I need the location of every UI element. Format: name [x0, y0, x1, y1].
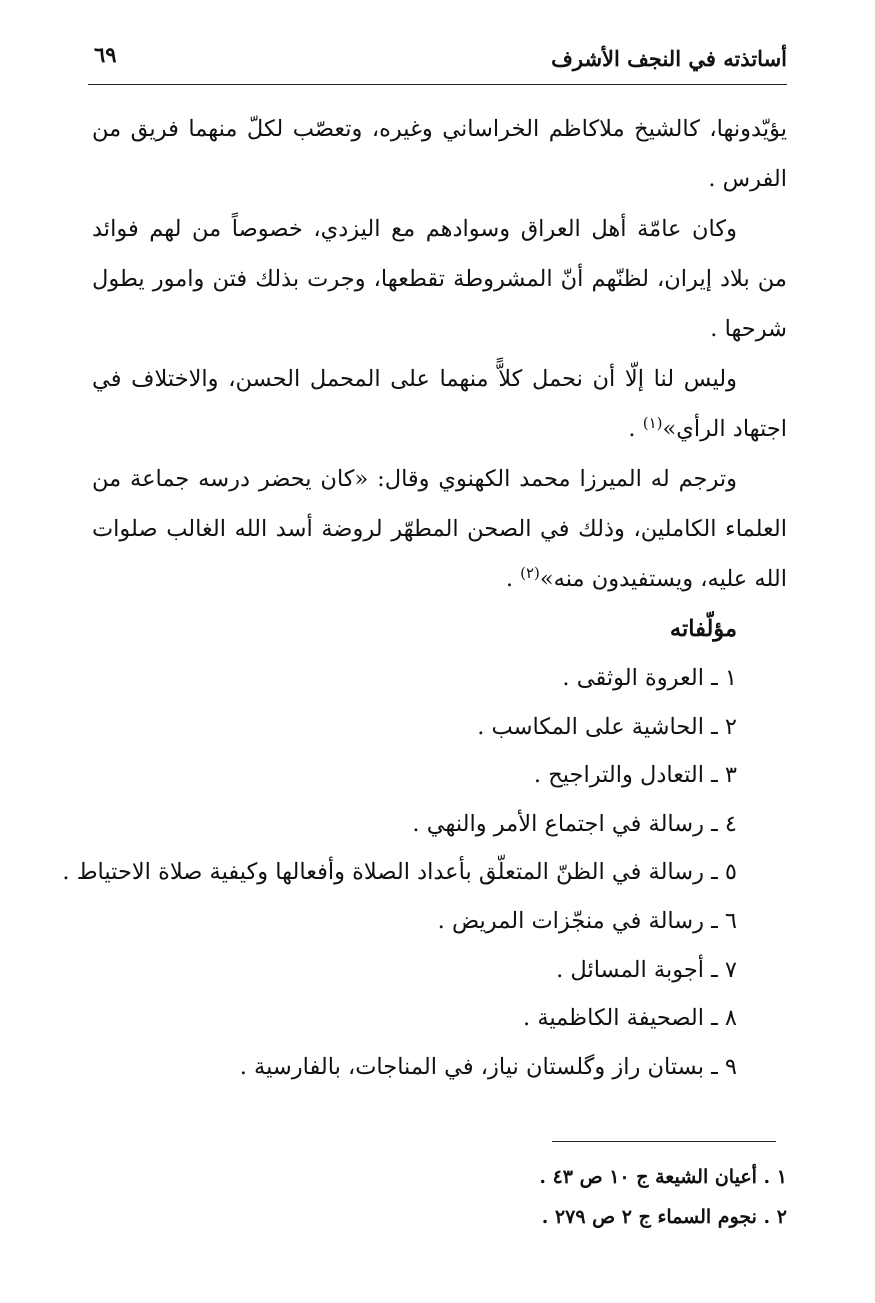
- footnote-2: ٢ . نجوم السماء ج ٢ ص ٢٧٩ .: [541, 1206, 787, 1228]
- work-item: ٥ ـ رسالة في الظنّ المتعلّق بأعداد الصلاة وأفعالها وكيفية صلاة الاحتياط .: [62, 859, 737, 886]
- paragraph-interpretation-text: وليس لنا إلّا أن نحمل كلاًّ منهما على المحمل الحسن، والاختلاف في اجتهاد الرأي»: [92, 366, 787, 442]
- period-mark: .: [628, 416, 643, 442]
- paragraph-kahnawi: [92, 454, 787, 604]
- footnotes: [300, 1157, 787, 1237]
- work-item: ٣ ـ التعادل والتراجيح .: [533, 762, 737, 789]
- work-item: ٤ ـ رسالة في اجتماع الأمر والنهي .: [412, 810, 737, 837]
- main-text: [62, 104, 787, 1091]
- paragraph-interpretation: [92, 354, 787, 454]
- running-header: [88, 40, 787, 85]
- works-heading: مؤلّفاته: [669, 616, 737, 642]
- running-title: أساتذته في النجف الأشرف: [551, 46, 787, 71]
- work-item: ٢ ـ الحاشية على المكاسب .: [477, 713, 737, 740]
- works-list: [62, 654, 787, 1091]
- paragraph-kahnawi-text: وترجم له الميرزا محمد الكهنوي وقال: «كان يحضر درسه جماعة من العلماء الكاملين، وذلك في الصحن المطهّر لروضة أسد الله الغالب صلوات الله عليه، ويستفيدون منه»: [92, 466, 787, 592]
- work-item: ٧ ـ أجوبة المسائل .: [556, 956, 737, 983]
- paragraph-iraq-people: وكان عامّة أهل العراق وسوادهم مع اليزدي، خصوصاً من لهم فوائد من بلاد إيران، لظنّهم أنّ المشروطة تقطعها، وجرت بذلك فتن وامور يطول شرحها .: [92, 216, 787, 342]
- work-item: ٩ ـ بستان راز وگلستان نياز، في المناجات، بالفارسية .: [239, 1053, 737, 1080]
- footnote-separator: [552, 1141, 776, 1142]
- work-item: ١ ـ العروة الوثقى .: [562, 665, 737, 691]
- footnote-1: ١ . أعيان الشيعة ج ١٠ ص ٤٣ .: [539, 1166, 787, 1188]
- period-mark: .: [505, 566, 521, 592]
- paragraph-continuation: يؤيّدونها، كالشيخ ملاكاظم الخراساني وغيره، وتعصّب لكلّ منهما فريق من الفرس .: [92, 116, 787, 192]
- page-number: ٦٩: [94, 42, 117, 67]
- work-item: ٨ ـ الصحيفة الكاظمية .: [523, 1005, 737, 1032]
- work-item: ٦ ـ رسالة في منجّزات المريض .: [437, 907, 737, 934]
- footnote-ref-1: (١): [642, 413, 663, 432]
- footnote-ref-2: (٢): [520, 563, 540, 582]
